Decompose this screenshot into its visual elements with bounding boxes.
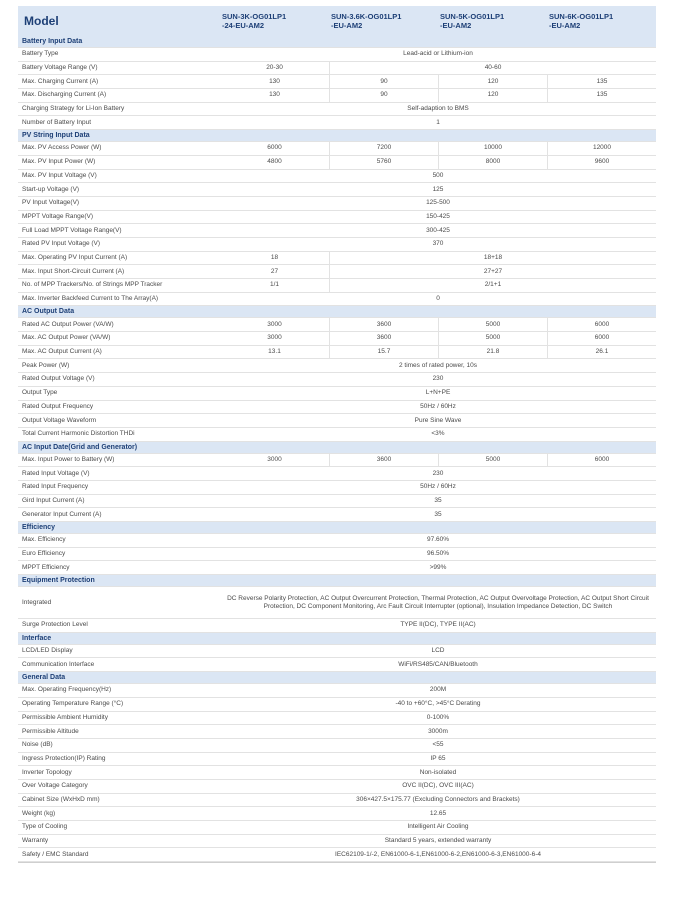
row-value: 21.8 — [438, 346, 547, 359]
table-row — [18, 332, 656, 346]
row-value: Lead-acid or Lithium-ion — [403, 50, 473, 58]
table-row — [18, 684, 656, 698]
row-value: 370 — [432, 240, 444, 248]
table-bottom-divider — [18, 862, 656, 863]
row-label: Rated Input Voltage (V) — [22, 469, 90, 477]
table-row — [18, 197, 656, 211]
row-value: 90 — [329, 75, 438, 88]
row-label: Full Load MPPT Voltage Range(V) — [22, 226, 122, 234]
table-row — [18, 780, 656, 794]
row-label: Max. Inverter Backfeed Current to The Array(A) — [22, 295, 159, 303]
row-value: 0-100% — [426, 713, 450, 721]
table-body — [18, 36, 656, 862]
row-value: 50Hz / 60Hz — [420, 402, 456, 410]
model-header-label: Model — [24, 14, 59, 28]
row-value: Self-adaption to BMS — [407, 105, 469, 113]
row-value: 35 — [434, 510, 442, 518]
row-label: Rated AC Output Power (VA/W) — [22, 320, 114, 328]
row-label: Euro Efficiency — [22, 550, 66, 558]
table-row — [18, 807, 656, 821]
row-label: Number of Battery Input — [22, 118, 92, 126]
row-value: -40 to +60°C, >45°C Derating — [395, 700, 481, 708]
row-label: Over Voltage Category — [22, 782, 88, 790]
row-value: 6000 — [267, 144, 282, 152]
section-header: Interface — [18, 633, 656, 645]
row-label: MPPT Voltage Range(V) — [22, 212, 94, 220]
row-value: 90 — [329, 89, 438, 102]
row-label: Max. Operating Frequency(Hz) — [22, 686, 112, 694]
table-row — [18, 587, 656, 619]
row-value: 135 — [547, 75, 656, 88]
row-value: 120 — [438, 75, 547, 88]
row-label: Peak Power (W) — [22, 361, 70, 369]
row-value: 40-60 — [329, 62, 656, 75]
row-value: 3600 — [329, 454, 438, 467]
row-label: Max. PV Input Voltage (V) — [22, 171, 97, 179]
row-value: OVC II(DC), OVC III(AC) — [402, 782, 474, 790]
table-row — [18, 848, 656, 862]
row-value: 3000 — [267, 455, 282, 463]
row-value: 3600 — [329, 318, 438, 331]
row-value: 135 — [547, 89, 656, 102]
row-value: <55 — [432, 741, 444, 749]
row-label: No. of MPP Trackers/No. of Strings MPP Tracker — [22, 281, 163, 289]
row-value: 26.1 — [547, 346, 656, 359]
row-label: Weight (kg) — [22, 809, 56, 817]
table-row — [18, 48, 656, 62]
table-row — [18, 265, 656, 279]
row-label: Type of Cooling — [22, 823, 68, 831]
row-label: Max. PV Access Power (W) — [22, 144, 102, 152]
row-value: 27 — [270, 267, 279, 275]
row-label: Safety / EMC Standard — [22, 850, 89, 858]
row-value: Intelligent Air Cooling — [407, 823, 469, 831]
table-row — [18, 712, 656, 726]
row-value: 8000 — [438, 156, 547, 169]
row-value: 5000 — [438, 318, 547, 331]
row-value: 35 — [434, 496, 442, 504]
table-row — [18, 619, 656, 633]
table-row — [18, 387, 656, 401]
row-value: 18 — [270, 253, 279, 261]
row-label: LCD/LED Display — [22, 647, 73, 655]
model-column-1: SUN-3K-OG01LP1 -24-EU-AM2 — [222, 12, 287, 30]
table-row — [18, 835, 656, 849]
table-row — [18, 739, 656, 753]
row-value: 5000 — [438, 332, 547, 345]
row-value: 97.60% — [426, 536, 450, 544]
row-label: Output Type — [22, 389, 58, 397]
row-value: 12000 — [547, 142, 656, 155]
row-value: 125 — [432, 185, 444, 193]
row-label: Communication Interface — [22, 660, 95, 668]
row-value: Standard 5 years, extended warranty — [384, 837, 492, 845]
section-header: Efficiency — [18, 522, 656, 534]
row-value: 150-425 — [426, 212, 450, 220]
row-value: 50Hz / 60Hz — [420, 483, 456, 491]
row-value: 230 — [432, 375, 444, 383]
row-label: Max. Input Power to Battery (W) — [22, 455, 115, 463]
row-label: Rated Output Frequency — [22, 402, 94, 410]
row-value: 125-500 — [426, 199, 450, 207]
row-label: Charging Strategy for Li-Ion Battery — [22, 105, 125, 113]
row-value: 3600 — [329, 332, 438, 345]
row-label: Gird Input Current (A) — [22, 496, 85, 504]
row-value: 300-425 — [426, 226, 450, 234]
table-row — [18, 224, 656, 238]
table-row — [18, 142, 656, 156]
row-value: 6000 — [547, 332, 656, 345]
table-row — [18, 293, 656, 307]
row-value: 200M — [429, 686, 447, 694]
table-row — [18, 170, 656, 184]
section-header: PV String Input Data — [18, 130, 656, 142]
table-row — [18, 62, 656, 76]
row-value: 1/1 — [269, 281, 280, 289]
table-header — [18, 6, 656, 36]
table-row — [18, 725, 656, 739]
table-row — [18, 766, 656, 780]
row-value: 130 — [269, 77, 280, 85]
row-value: WiFi/RS485/CAN/Bluetooth — [398, 660, 478, 668]
row-label: Inverter Topology — [22, 768, 72, 776]
row-value: 10000 — [438, 142, 547, 155]
table-row — [18, 75, 656, 89]
table-row — [18, 561, 656, 575]
row-label: Max. Operating PV Input Current (A) — [22, 253, 128, 261]
row-value: 15.7 — [329, 346, 438, 359]
row-value: LCD — [431, 647, 445, 655]
row-label: Permissible Ambient Humidity — [22, 713, 108, 721]
row-value: 1 — [436, 118, 440, 126]
table-row — [18, 481, 656, 495]
row-value: 3000 — [267, 320, 282, 328]
row-label: Integrated — [22, 598, 52, 606]
row-value: IEC62109-1/-2, EN61000-6-1,EN61000-6-2,EN61000-6-3,EN61000-6-4 — [335, 850, 541, 858]
row-value: 120 — [438, 89, 547, 102]
table-row — [18, 821, 656, 835]
model-column-4: SUN-6K-OG01LP1 -EU-AM2 — [549, 12, 614, 30]
table-row — [18, 252, 656, 266]
row-value: 2 times of rated power, 10s — [398, 361, 478, 369]
model-column-3: SUN-5K-OG01LP1 -EU-AM2 — [440, 12, 505, 30]
row-label: Output Voltage Waveform — [22, 416, 97, 424]
table-row — [18, 238, 656, 252]
table-row — [18, 116, 656, 130]
table-row — [18, 467, 656, 481]
row-value: 230 — [432, 469, 444, 477]
row-label: Max. Discharging Current (A) — [22, 91, 107, 99]
row-value: 27+27 — [329, 265, 656, 278]
table-row — [18, 658, 656, 672]
row-label: Warranty — [22, 837, 49, 845]
row-value: 5000 — [438, 454, 547, 467]
table-row — [18, 103, 656, 117]
table-row — [18, 414, 656, 428]
model-column-2: SUN-3.6K-OG01LP1 -EU-AM2 — [331, 12, 402, 30]
row-value: 20-30 — [266, 64, 283, 72]
spec-table — [18, 6, 656, 863]
table-row — [18, 753, 656, 767]
row-value: 18+18 — [329, 252, 656, 265]
row-value: DC Reverse Polarity Protection, AC Output Overcurrent Protection, Thermal Protection, AC Output Overvoltage Protection, AC Output Short Circuit Protection, DC Component Monitoring, Arc Fault Circuit Interrupter (optional), Insulation Impedance Detection, DC Switch — [227, 594, 649, 610]
row-value: 3000m — [428, 727, 448, 735]
table-row — [18, 645, 656, 659]
row-value: 2/1+1 — [329, 279, 656, 292]
row-label: Ingress Protection(IP) Rating — [22, 754, 106, 762]
row-label: Cabinet Size (WxHxD mm) — [22, 795, 100, 803]
section-header: AC Input Date(Grid and Generator) — [18, 442, 656, 454]
row-label: Surge Protection Level — [22, 621, 88, 629]
row-value: 96.50% — [426, 550, 450, 558]
row-value: Pure Sine Wave — [414, 416, 462, 424]
row-label: Max. AC Output Power (VA/W) — [22, 334, 111, 342]
row-label: Noise (dB) — [22, 741, 53, 749]
row-value: Non-isolated — [419, 768, 457, 776]
table-row — [18, 794, 656, 808]
table-row — [18, 279, 656, 293]
table-row — [18, 454, 656, 468]
row-value: 7200 — [329, 142, 438, 155]
table-row — [18, 428, 656, 442]
row-label: Start-up Voltage (V) — [22, 185, 80, 193]
row-label: Total Current Harmonic Distortion THDi — [22, 430, 135, 438]
table-row — [18, 373, 656, 387]
row-label: Max. Efficiency — [22, 536, 66, 544]
row-value: <3% — [431, 430, 445, 438]
row-label: Max. PV Input Power (W) — [22, 158, 96, 166]
section-header: Equipment Protection — [18, 575, 656, 587]
row-value: 4800 — [267, 158, 282, 166]
row-value: 0 — [436, 295, 440, 303]
row-value: 13.1 — [268, 348, 281, 356]
row-value: IP 65 — [430, 754, 446, 762]
row-value: 9600 — [547, 156, 656, 169]
row-label: PV Input Voltage(V) — [22, 199, 80, 207]
row-label: Rated PV Input Voltage (V) — [22, 240, 101, 248]
table-row — [18, 698, 656, 712]
table-row — [18, 401, 656, 415]
row-label: Permissible Altitude — [22, 727, 79, 735]
section-header: Battery Input Data — [18, 36, 656, 48]
row-label: Rated Output Voltage (V) — [22, 375, 95, 383]
row-value: 130 — [269, 91, 280, 99]
row-value: TYPE II(DC), TYPE II(AC) — [400, 621, 476, 629]
row-value: 5760 — [329, 156, 438, 169]
row-label: Battery Type — [22, 50, 59, 58]
section-header: General Data — [18, 672, 656, 684]
table-row — [18, 89, 656, 103]
table-row — [18, 534, 656, 548]
row-value: 12.65 — [429, 809, 447, 817]
table-row — [18, 359, 656, 373]
table-row — [18, 346, 656, 360]
row-value: 6000 — [547, 318, 656, 331]
row-value: L+N+PE — [425, 389, 451, 397]
row-label: Max. AC Output Current (A) — [22, 348, 102, 356]
table-row — [18, 183, 656, 197]
row-value: 3000 — [267, 334, 282, 342]
row-value: >99% — [429, 563, 447, 571]
row-label: Max. Input Short-Circuit Current (A) — [22, 267, 125, 275]
table-row — [18, 318, 656, 332]
row-value: 306×427.5×175.77 (Excluding Connectors and Brackets) — [356, 795, 520, 803]
section-header: AC Output Data — [18, 306, 656, 318]
row-label: Operating Temperature Range (°C) — [22, 700, 124, 708]
row-label: Generator Input Current (A) — [22, 510, 102, 518]
table-row — [18, 156, 656, 170]
row-label: MPPT Efficiency — [22, 563, 70, 571]
row-label: Battery Voltage Range (V) — [22, 64, 98, 72]
row-value: 6000 — [547, 454, 656, 467]
table-row — [18, 548, 656, 562]
row-label: Rated Input Frequency — [22, 483, 89, 491]
row-label: Max. Charging Current (A) — [22, 77, 99, 85]
table-row — [18, 211, 656, 225]
table-row — [18, 508, 656, 522]
table-row — [18, 495, 656, 509]
row-value: 500 — [432, 171, 444, 179]
